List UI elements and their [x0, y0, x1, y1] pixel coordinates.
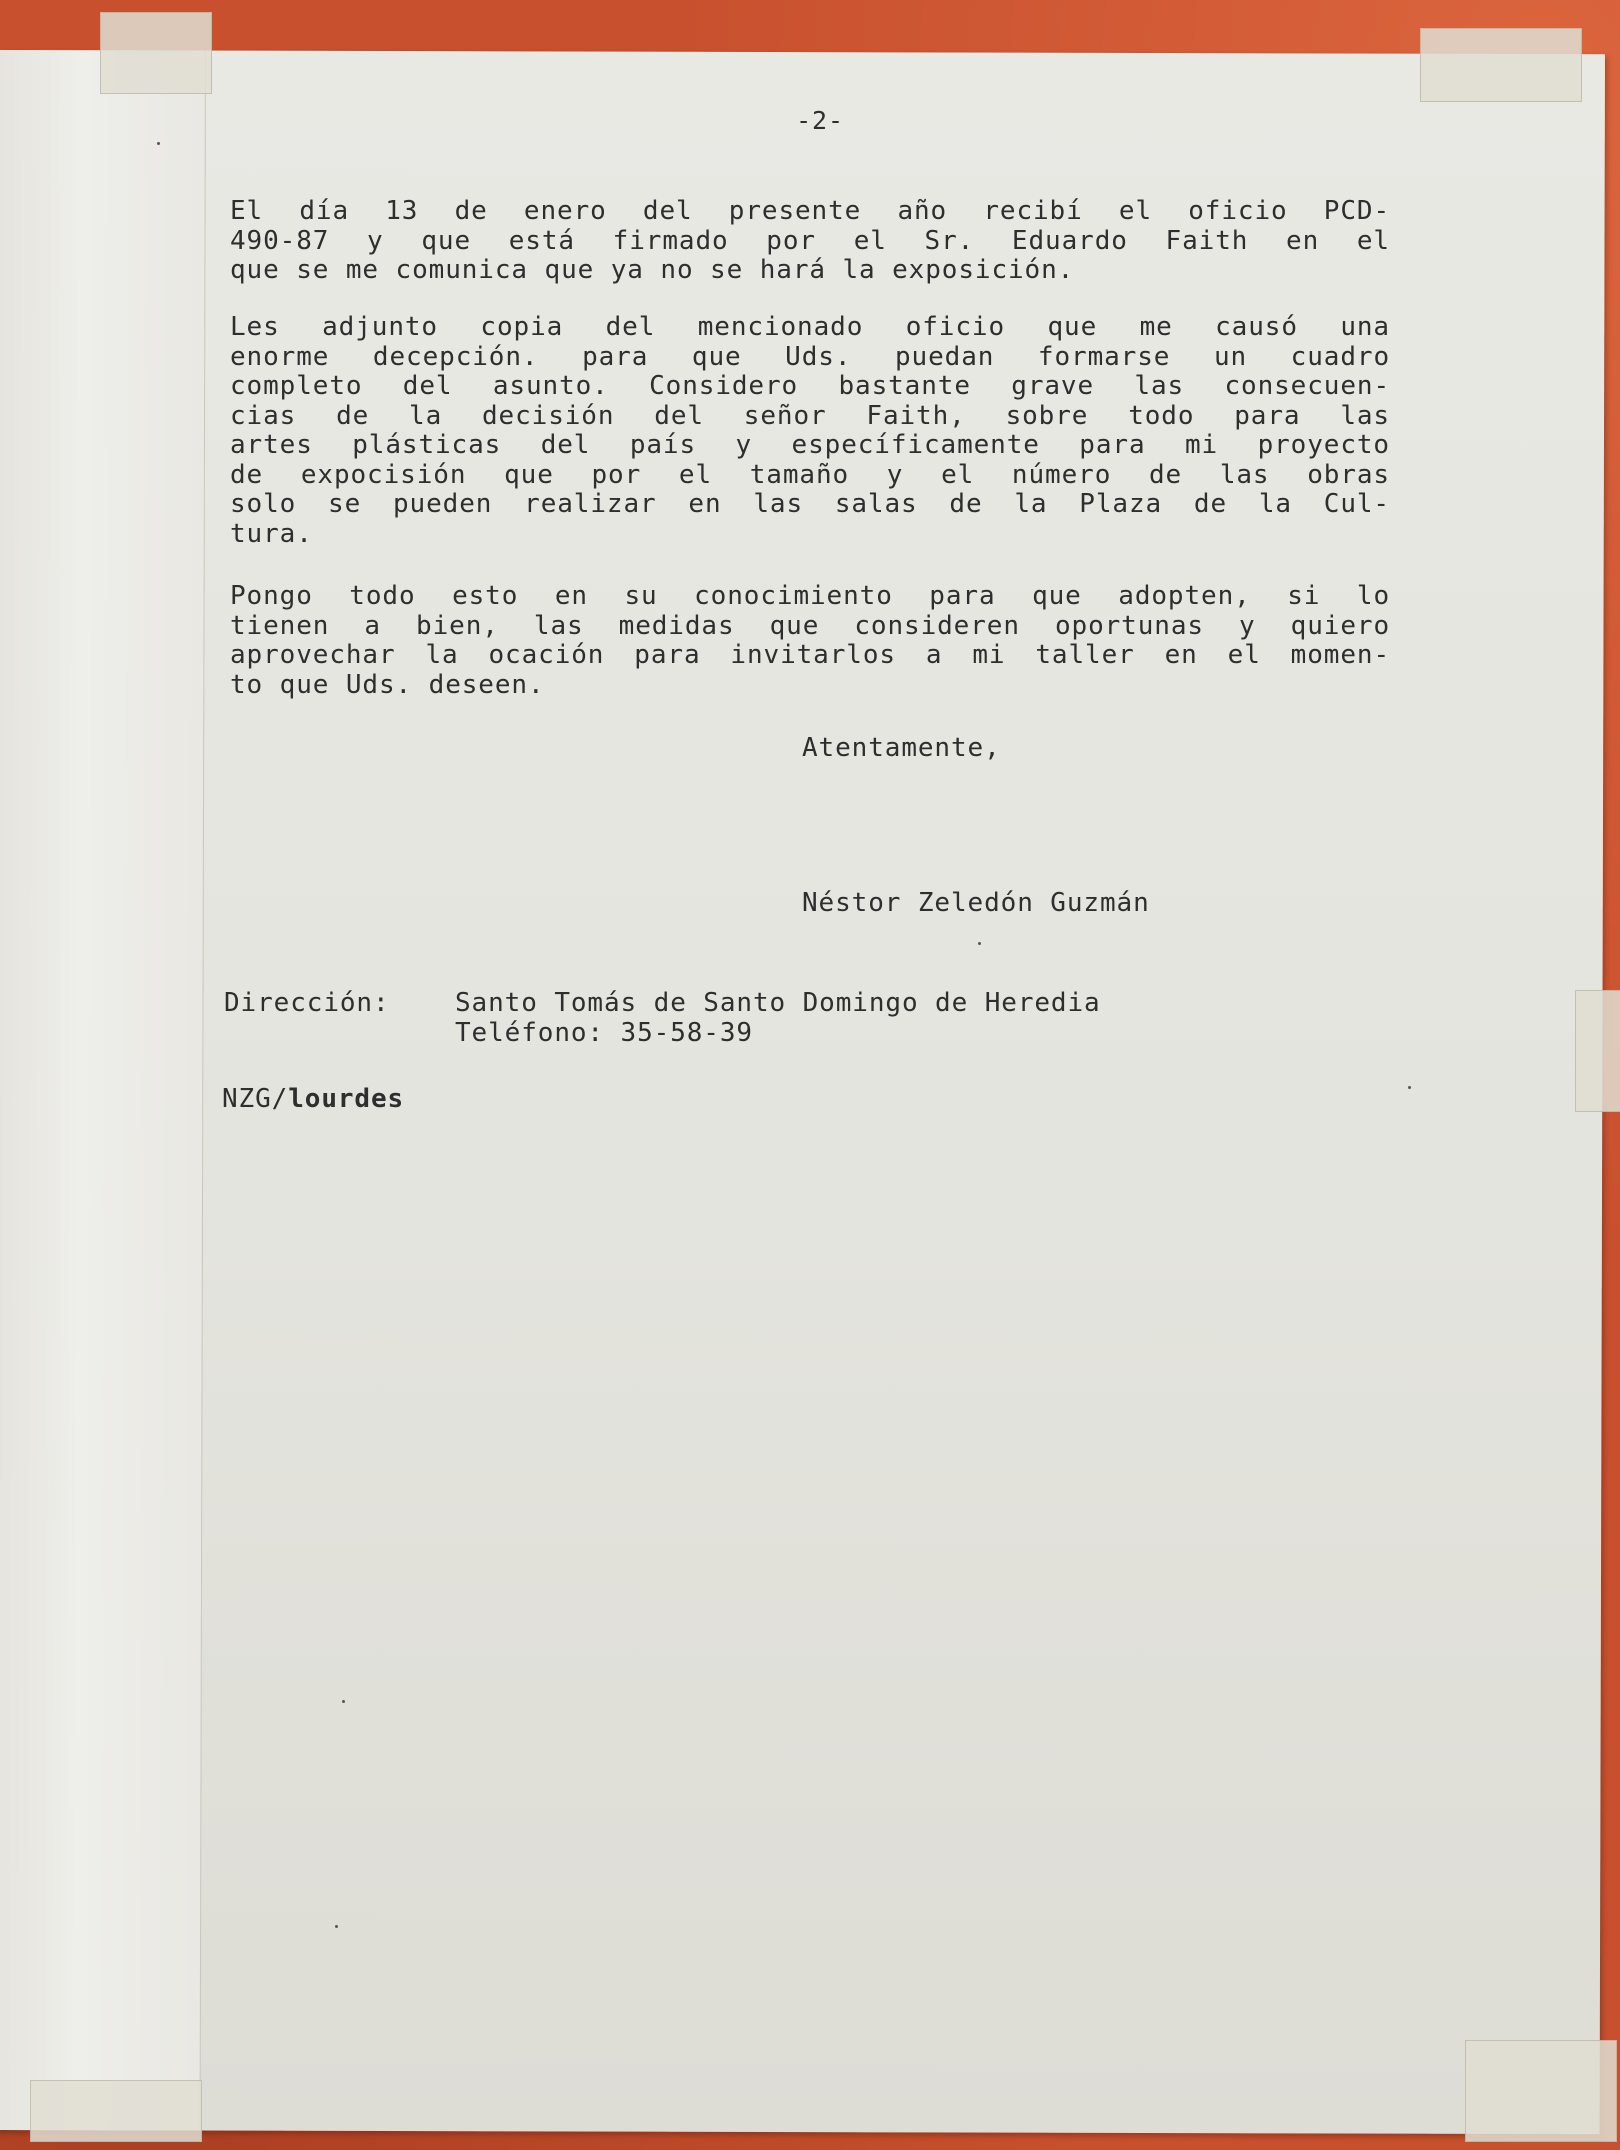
paragraph-line: solo se pueden realizar en las salas de la Plaza de la Cul-	[230, 489, 1390, 519]
signature-name: Néstor Zeledón Guzmán	[802, 888, 1150, 918]
paragraph-line: enorme decepción. para que Uds. puedan formarse un cuadro	[230, 341, 1390, 372]
paragraph-line: tura.	[230, 518, 313, 549]
paper-speck	[978, 942, 981, 945]
paragraph-1	[230, 197, 1390, 286]
paragraph-line: 490-87 y que está firmado por el Sr. Eduardo Faith en el	[230, 225, 1390, 256]
address-label: Dirección:	[224, 988, 390, 1018]
paragraph-line: cias de la decisión del señor Faith, sobre todo para las	[230, 400, 1390, 431]
paper-speck	[1408, 1086, 1411, 1089]
paragraph-2	[230, 313, 1390, 549]
paper-speck	[342, 1700, 345, 1703]
paper-speck	[157, 142, 160, 145]
closing-salutation: Atentamente,	[802, 733, 1001, 763]
initials-prefix: NZG/	[222, 1084, 289, 1114]
paragraph-line: aprovechar la ocación para invitarlos a mi taller en el momen-	[230, 640, 1390, 670]
paragraph-line: artes plásticas del país y específicamente para mi proyecto	[230, 430, 1390, 460]
paragraph-line: Les adjunto copia del mencionado oficio que me causó una	[230, 312, 1390, 342]
initials-suffix: lourdes	[288, 1084, 405, 1114]
paragraph-3	[230, 582, 1390, 700]
paragraph-line: El día 13 de enero del presente año recibí el oficio PCD-	[230, 196, 1390, 226]
phone-number: Teléfono: 35-58-39	[455, 1018, 753, 1048]
paragraph-line: de expocisión que por el tamaño y el número de las obras	[230, 459, 1390, 490]
paragraph-line: Pongo todo esto en su conocimiento para que adopten, si lo	[230, 581, 1390, 611]
paragraph-line: tienen a bien, las medidas que consideren oportunas y quiero	[230, 610, 1390, 641]
page-number: -2-	[796, 106, 844, 135]
paragraph-line: que se me comunica que ya no se hará la exposición.	[230, 255, 1075, 285]
address-value: Santo Tomás de Santo Domingo de Heredia	[455, 988, 1101, 1018]
reference-initials	[222, 1084, 404, 1114]
paragraph-line: to que Uds. deseen.	[230, 669, 545, 700]
paper-speck	[335, 1925, 338, 1928]
paragraph-line: completo del asunto. Considero bastante grave las consecuen-	[230, 371, 1390, 401]
